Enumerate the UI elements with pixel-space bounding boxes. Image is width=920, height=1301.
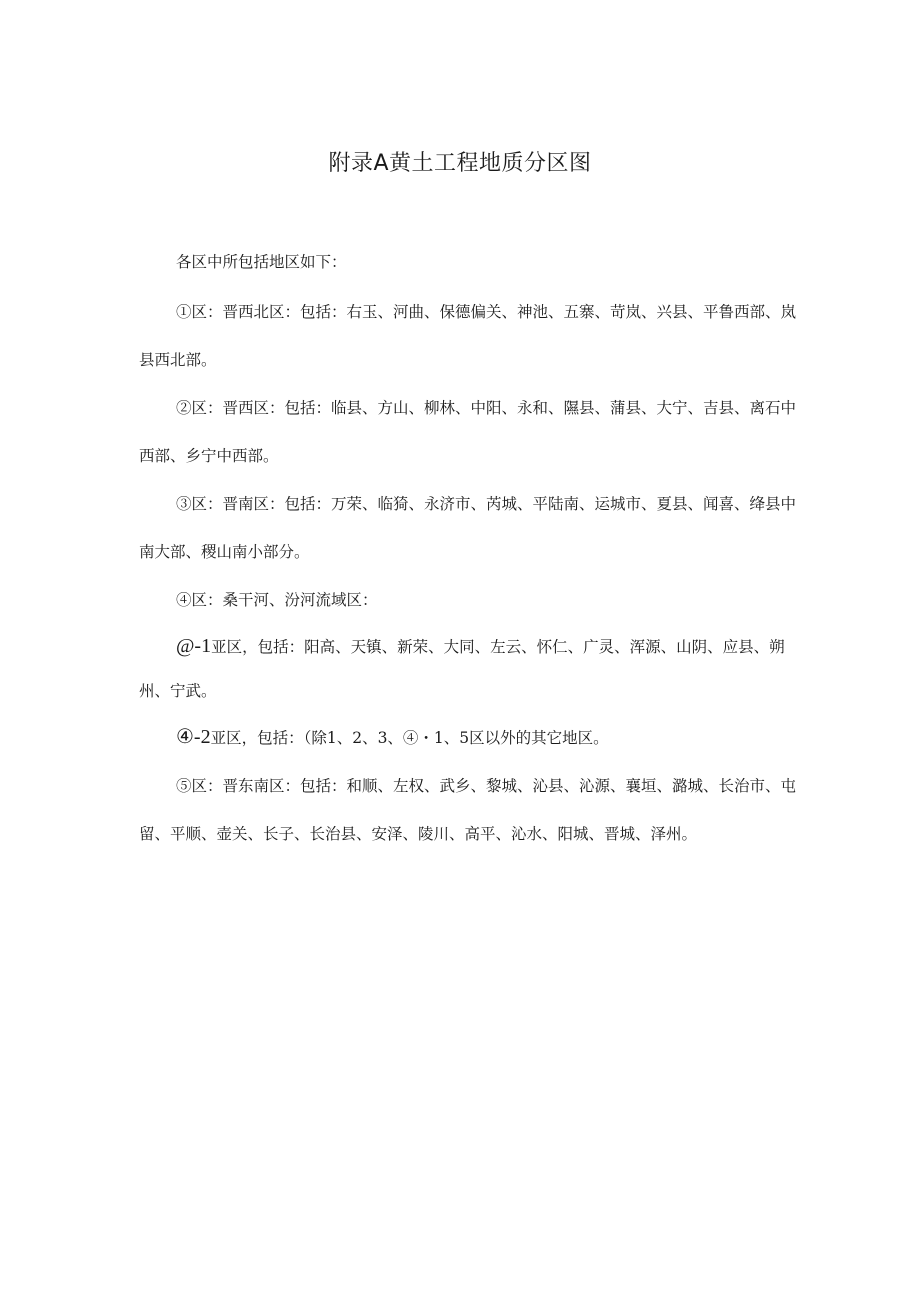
zone4-2-prefix: ④-2	[176, 726, 211, 748]
zone5-paragraph: ⑤区：晋东南区：包括：和顺、左权、武乡、黎城、沁县、沁源、襄垣、潞城、长治市、屯留、平顺、壶关、长子、长治县、安泽、陵川、高平、沁水、阳城、晋城、泽州。	[139, 777, 797, 843]
zone4-1-paragraph	[139, 624, 811, 713]
zone4-2-paragraph	[139, 713, 811, 762]
document-body	[139, 238, 811, 858]
zone1-paragraph: ①区：晋西北区：包括：右玉、河曲、保德偏关、神池、五寨、苛岚、兴县、平鲁西部、岚县西北部。	[139, 303, 797, 369]
zone3-paragraph: ③区：晋南区：包括：万荣、临猗、永济市、芮城、平陆南、运城市、夏县、闻喜、绛县中南大部、稷山南小部分。	[139, 495, 797, 561]
intro-paragraph: 各区中所包括地区如下：	[176, 253, 347, 271]
zone2-paragraph: ②区：晋西区：包括：临县、方山、柳林、中阳、永和、隰县、蒲县、大宁、吉县、离石中西部、乡宁中西部。	[139, 399, 797, 465]
zone4-2-text: 亚区，包括：（除1、2、3、④・1、5区以外的其它地区。	[210, 729, 609, 747]
zone4-1-prefix: @-1	[176, 635, 212, 657]
document-title: 附录A黄土工程地质分区图	[328, 151, 592, 176]
zone4-paragraph: ④区：桑干河、汾河流域区：	[176, 591, 378, 609]
zone4-1-text: 亚区，包括：阳高、天镇、新荣、大同、左云、怀仁、广灵、浑源、山阴、应县、朔州、宁武。	[139, 638, 785, 700]
